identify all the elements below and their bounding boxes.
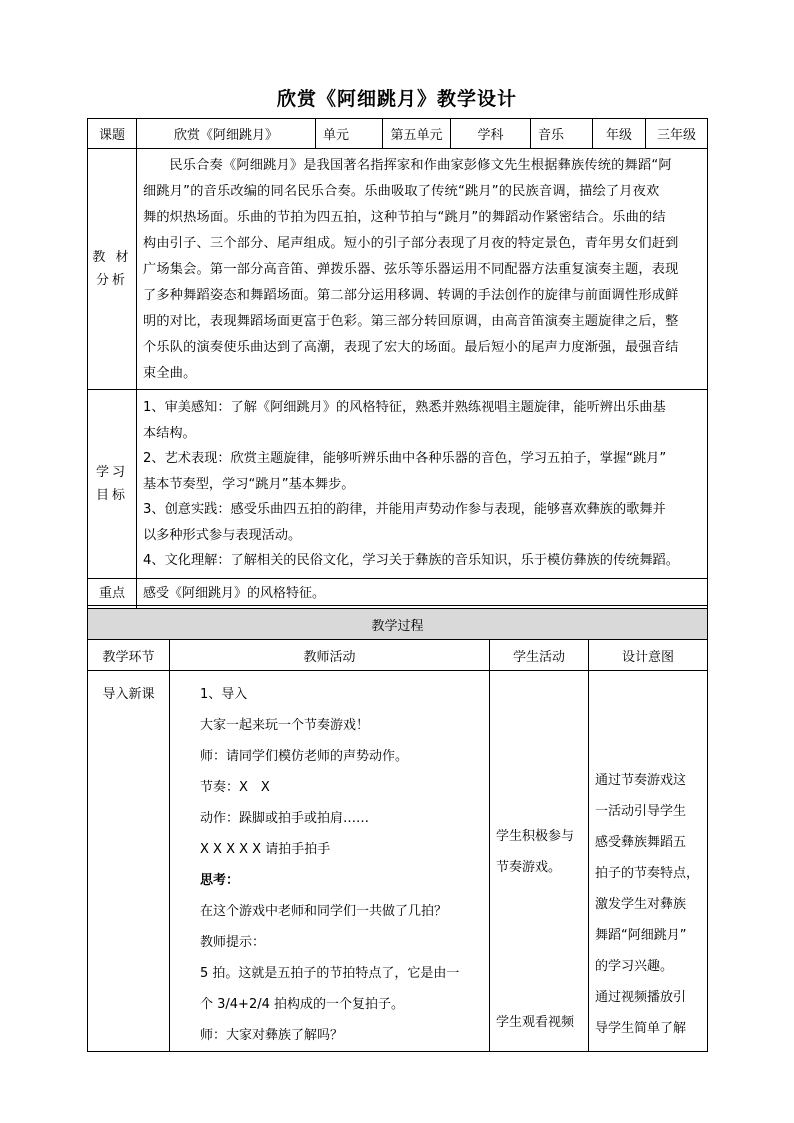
teacher-line: 个 3/4+2/4 拍构成的一个复拍子。	[200, 997, 405, 1012]
process-title: 教学过程	[88, 609, 708, 640]
goal-line: 2、艺术表现：欣赏主题旋律，能够听辨乐曲中各种乐器的音色，学习五拍子，掌握“跳月”	[143, 451, 667, 466]
teacher-line-think: 思考：	[200, 873, 240, 888]
teacher-line: 师：大家对彝族了解吗？	[200, 1028, 344, 1043]
goals-text	[137, 390, 708, 579]
grade-value: 三年级	[646, 119, 708, 149]
teacher-line: 大家一起来玩一个节奏游戏！	[200, 718, 370, 733]
analysis-label	[88, 149, 137, 390]
intent-line: 通过节奏游戏这	[595, 773, 687, 788]
intent-line: 激发学生对彝族	[595, 897, 687, 912]
student-line: 学生观看视频	[496, 1015, 575, 1030]
design-intent-cell	[589, 671, 708, 1052]
goal-line: 4、文化理解：了解相关的民俗文化，学习关于彝族的音乐知识，乐于模仿彝族的传统舞蹈。	[143, 553, 679, 568]
analysis-line: 束全曲。	[143, 366, 197, 381]
process-row-intro	[88, 671, 708, 1052]
topic-label: 课题	[88, 119, 137, 149]
student-line: 学生积极参与	[496, 829, 575, 844]
subject-value: 音乐	[531, 119, 593, 149]
header-stage: 教学环节	[88, 640, 170, 671]
unit-value: 第五单元	[383, 119, 451, 149]
teacher-line: 1、导入	[200, 687, 248, 702]
teacher-line: 教师提示：	[200, 935, 266, 950]
process-title-row	[88, 609, 708, 640]
intent-line: 导学生简单了解	[595, 1021, 687, 1036]
teacher-activity-cell	[170, 671, 490, 1052]
header-intent: 设计意图	[589, 640, 708, 671]
analysis-row	[88, 149, 708, 390]
teacher-line: 师：请同学们模仿老师的声势动作。	[200, 749, 409, 764]
goal-line: 以多种形式参与表现活动。	[143, 527, 302, 543]
intent-line: 的学习兴趣。	[595, 959, 674, 974]
analysis-line: 舞的炽热场面。乐曲的节拍为四五拍，这种节拍与“跳月”的舞蹈动作紧密结合。乐曲的结	[143, 210, 666, 225]
goals-row	[88, 390, 708, 579]
goals-label-line1: 学习	[95, 464, 128, 480]
goals-label-line2: 目标	[95, 487, 128, 503]
info-row	[88, 119, 708, 149]
topic-value: 欣赏《阿细跳月》	[137, 119, 316, 149]
student-activity-cell	[490, 671, 589, 1052]
analysis-line: 构由引子、三个部分、尾声组成。短小的引子部分表现了月夜的特定景色，青年男女们赶到	[143, 236, 679, 251]
goal-line: 3、创意实践：感受乐曲四五拍的韵律，并能用声势动作参与表现，能够喜欢彝族的歌舞并	[143, 502, 666, 517]
page-title: 欣赏《阿细跳月》教学设计	[276, 88, 517, 110]
teaching-process-table	[87, 608, 708, 1052]
teacher-line: 在这个游戏中老师和同学们一共做了几拍？	[200, 904, 448, 919]
student-line: 节奏游戏。	[496, 860, 562, 875]
goal-line: 本结构。	[143, 425, 196, 441]
analysis-label-line1: 教 材	[92, 250, 132, 265]
key-point-text: 感受《阿细跳月》的风格特征。	[137, 578, 708, 605]
unit-label: 单元	[316, 119, 383, 149]
intent-line: 感受彝族舞蹈五	[595, 835, 687, 850]
intent-line: 拍子的节奏特点，	[595, 866, 700, 881]
goal-line: 基本节奏型，学习“跳月”基本舞步。	[143, 476, 355, 492]
analysis-line: 广场集会。第一部分高音笛、弹拨乐器、弦乐等乐器运用不同配器方法重复演奏主题，表现	[143, 262, 679, 277]
grade-label: 年级	[593, 119, 646, 149]
process-header-row	[88, 640, 708, 671]
lesson-info-table	[87, 118, 708, 633]
analysis-line: 明的对比，表现舞蹈场面更富于色彩。第三部分转回原调，由高音笛演奏主题旋律之后，整	[143, 314, 679, 329]
stage-cell: 导入新课	[88, 671, 170, 1052]
subject-label: 学科	[451, 119, 531, 149]
analysis-line: 个乐队的演奏使乐曲达到了高潮，表现了宏大的场面。最后短小的尾声力度渐强，最强音结	[143, 340, 679, 355]
analysis-line: 民乐合奏《阿细跳月》是我国著名指挥家和作曲家彭修文先生根据彝族传统的舞蹈“阿	[169, 158, 672, 173]
goal-line: 1、审美感知：了解《阿细跳月》的风格特征，熟悉并熟练视唱主题旋律，能听辨出乐曲基	[143, 400, 666, 415]
key-point-label: 重点	[88, 578, 137, 605]
intent-line: 一活动引导学生	[595, 804, 687, 819]
intent-line: 通过视频播放引	[595, 990, 687, 1005]
analysis-line: 了多种舞蹈姿态和舞蹈场面。第二部分运用移调、转调的手法创作的旋律与前面调性形成鲜	[143, 288, 679, 303]
teacher-line: X X X X X 请拍手拍手	[200, 842, 331, 857]
header-teacher: 教师活动	[170, 640, 490, 671]
teacher-line: 动作：跺脚或拍手或拍肩……	[200, 811, 370, 826]
teacher-line: 5 拍。这就是五拍子的节拍特点了，它是由一	[200, 966, 460, 981]
key-point-row	[88, 578, 708, 605]
teacher-line: 节奏：X X	[200, 780, 270, 795]
intent-line: 舞蹈“阿细跳月”	[595, 928, 687, 943]
goals-label	[88, 390, 137, 579]
analysis-line: 细跳月”的音乐改编的同名民乐合奏。乐曲吸取了传统“跳月”的民族音调，描绘了月夜欢	[143, 184, 660, 199]
analysis-text	[137, 149, 708, 390]
header-student: 学生活动	[490, 640, 589, 671]
analysis-label-line2: 分析	[95, 273, 128, 288]
